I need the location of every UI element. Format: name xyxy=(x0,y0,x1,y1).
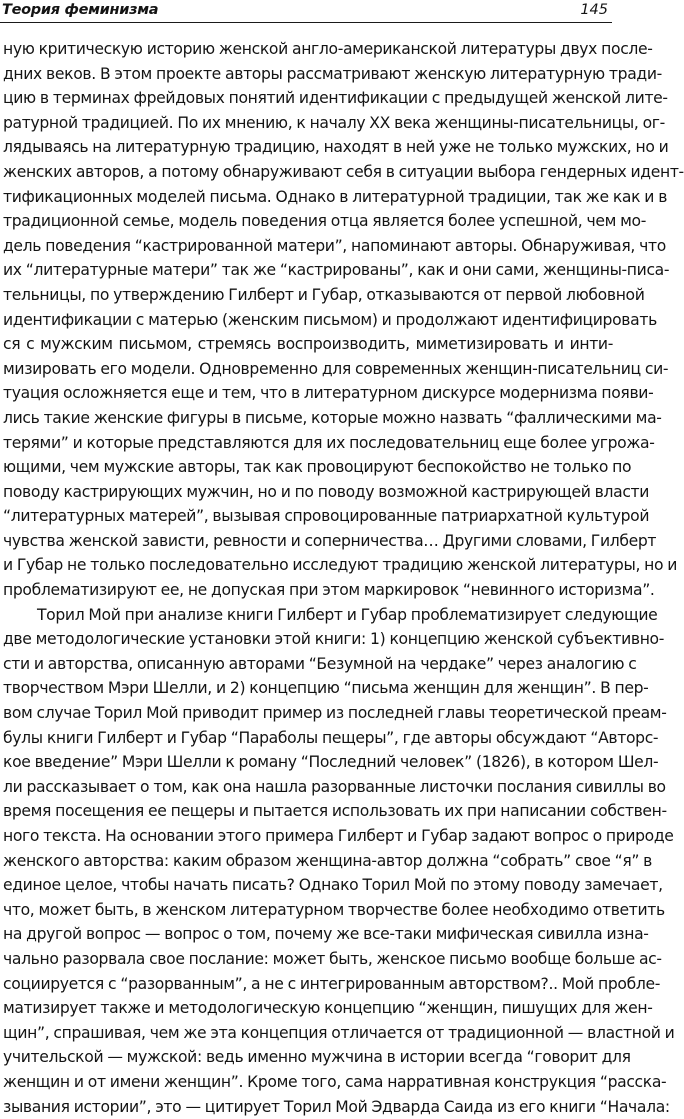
text-line: женского авторства: каким образом женщина-автор должна “собрать” свое “я” в xyxy=(3,851,653,870)
text-line: ную критическую историю женской англо-американской литературы двух после- xyxy=(3,40,653,58)
text-line: дних веков. В этом проекте авторы рассматривают женскую литературную тради- xyxy=(3,64,662,83)
body-text xyxy=(3,37,684,1119)
text-line: ратурной традицией. По их мнению, к началу XX века женщины-писательницы, ог- xyxy=(3,113,665,132)
text-line: цию в терминах фрейдовых понятий идентификации с предыдущей женской лите- xyxy=(3,89,668,108)
text-line: учительской — мужской: ведь именно мужчина в истории всегда “говорит для xyxy=(3,1048,631,1067)
text-line: лядываясь на литературную традицию, находят в ней уже не только мужских, но и xyxy=(3,138,669,157)
text-line: поводу кастрирующих мужчин, но и по поводу возможной кастрирующей власти xyxy=(3,482,650,501)
text-line: сти и авторства, описанную авторами “Безумной на чердаке” через аналогию с xyxy=(3,654,637,673)
running-title: Теория феминизма xyxy=(2,2,159,18)
text-line: ющими, чем мужские авторы, так как провоцируют беспокойство не только по xyxy=(3,458,632,477)
page-number: 145 xyxy=(580,2,608,18)
text-line: единое целое, чтобы начать писать? Однако Торил Мой по этому поводу замечает, xyxy=(3,876,663,895)
text-line: традиционной семье, модель поведения отца является более успешной, чем мо- xyxy=(3,212,646,231)
text-line: что, может быть, в женском литературном творчестве более необходимо ответить xyxy=(3,900,665,919)
text-line: вом случае Торил Мой приводит пример из последней главы теоретической преам- xyxy=(3,704,667,723)
text-line: дель поведения “кастрированной матери”, напоминают авторы. Обнаруживая, что xyxy=(3,236,666,255)
text-line: тельницы, по утверждению Гилберт и Губар, отказываются от первой любовной xyxy=(3,285,645,304)
text-line: ли рассказывает о том, как она нашла разорванные листочки послания сивиллы во xyxy=(3,777,666,796)
text-line: на другой вопрос — вопрос о том, почему же все-таки мифическая сивилла изна- xyxy=(3,925,649,944)
text-line: булы книги Гилберт и Губар “Параболы пещеры”, где авторы обсуждают “Авторс- xyxy=(3,728,659,747)
text-line: кое введение” Мэри Шелли к роману “Последний человек” (1826), в котором Шел- xyxy=(3,753,659,772)
text-line: Торил Мой при анализе книги Гилберт и Губар проблематизирует следующие xyxy=(37,605,658,624)
text-line: матизирует также и методологическую концепцию “женщин, пишущих для жен- xyxy=(3,999,653,1018)
text-line: их “литературные матери” так же “кастрированы”, как и они сами, женщины-писа- xyxy=(3,261,670,280)
text-line: проблематизируют ее, не допуская при этом маркировок “невинного историзма”. xyxy=(3,581,655,600)
text-line: ся с мужским письмом, стремясь воспроизводить, миметизировать и инти- xyxy=(3,335,613,354)
text-line: чувства женской зависти, ревности и соперничества… Другими словами, Гилберт xyxy=(3,531,657,550)
text-line: женщин и от имени женщин”. Кроме того, сама нарративная конструкция “расска- xyxy=(3,1072,667,1091)
text-line: две методологические установки этой книги: 1) концепцию женской субъективно- xyxy=(3,630,665,649)
text-line: терями” и которые представляются для их последовательниц еще более угрожа- xyxy=(3,433,655,452)
running-header xyxy=(0,0,612,23)
text-line: мизировать его модели. Одновременно для современных женщин-писательниц си- xyxy=(3,359,669,378)
text-line: чально разорвала свое послание: может быть, женское письмо вообще больше ас- xyxy=(3,949,662,968)
text-line: тификационных моделей письма. Однако в литературной традиции, так же как и в xyxy=(3,187,668,206)
text-line: социируется с “разорванным”, а не с интегрированным авторством?.. Мой пробле- xyxy=(3,974,660,993)
text-line: щин”, спрашивая, чем же эта концепция отличается от традиционной — властной и xyxy=(3,1023,675,1042)
text-line: женских авторов, а потому обнаруживают себя в ситуации выбора гендерных идент- xyxy=(3,162,684,181)
text-line: лись такие женские фигуры в письме, которые можно назвать “фаллическими ма- xyxy=(3,408,662,427)
text-line: время посещения ее пещеры и пытается использовать их при написании собствен- xyxy=(3,802,667,821)
text-line: и Губар не только последовательно исследуют традицию женской литературы, но и xyxy=(3,556,678,575)
paragraph-2 xyxy=(3,603,675,1119)
text-line: “литературных матерей”, вызывая спровоцированные патриархатной культурой xyxy=(3,507,650,526)
text-line: идентификации с матерью (женским письмом) и продолжают идентифицировать xyxy=(3,310,657,329)
text-line: зывания истории”, это — цитирует Торил Мой Эдварда Саида из его книги “Начала: xyxy=(3,1097,670,1116)
text-line: туация осложняется еще и тем, что в литературном дискурсе модернизма появи- xyxy=(3,384,654,403)
text-line: творчеством Мэри Шелли, и 2) концепцию “письма женщин для женщин”. В пер- xyxy=(3,679,649,698)
paragraph-1 xyxy=(3,37,684,603)
text-line: ного текста. На основании этого примера Гилберт и Губар задают вопрос о природе xyxy=(3,827,674,845)
